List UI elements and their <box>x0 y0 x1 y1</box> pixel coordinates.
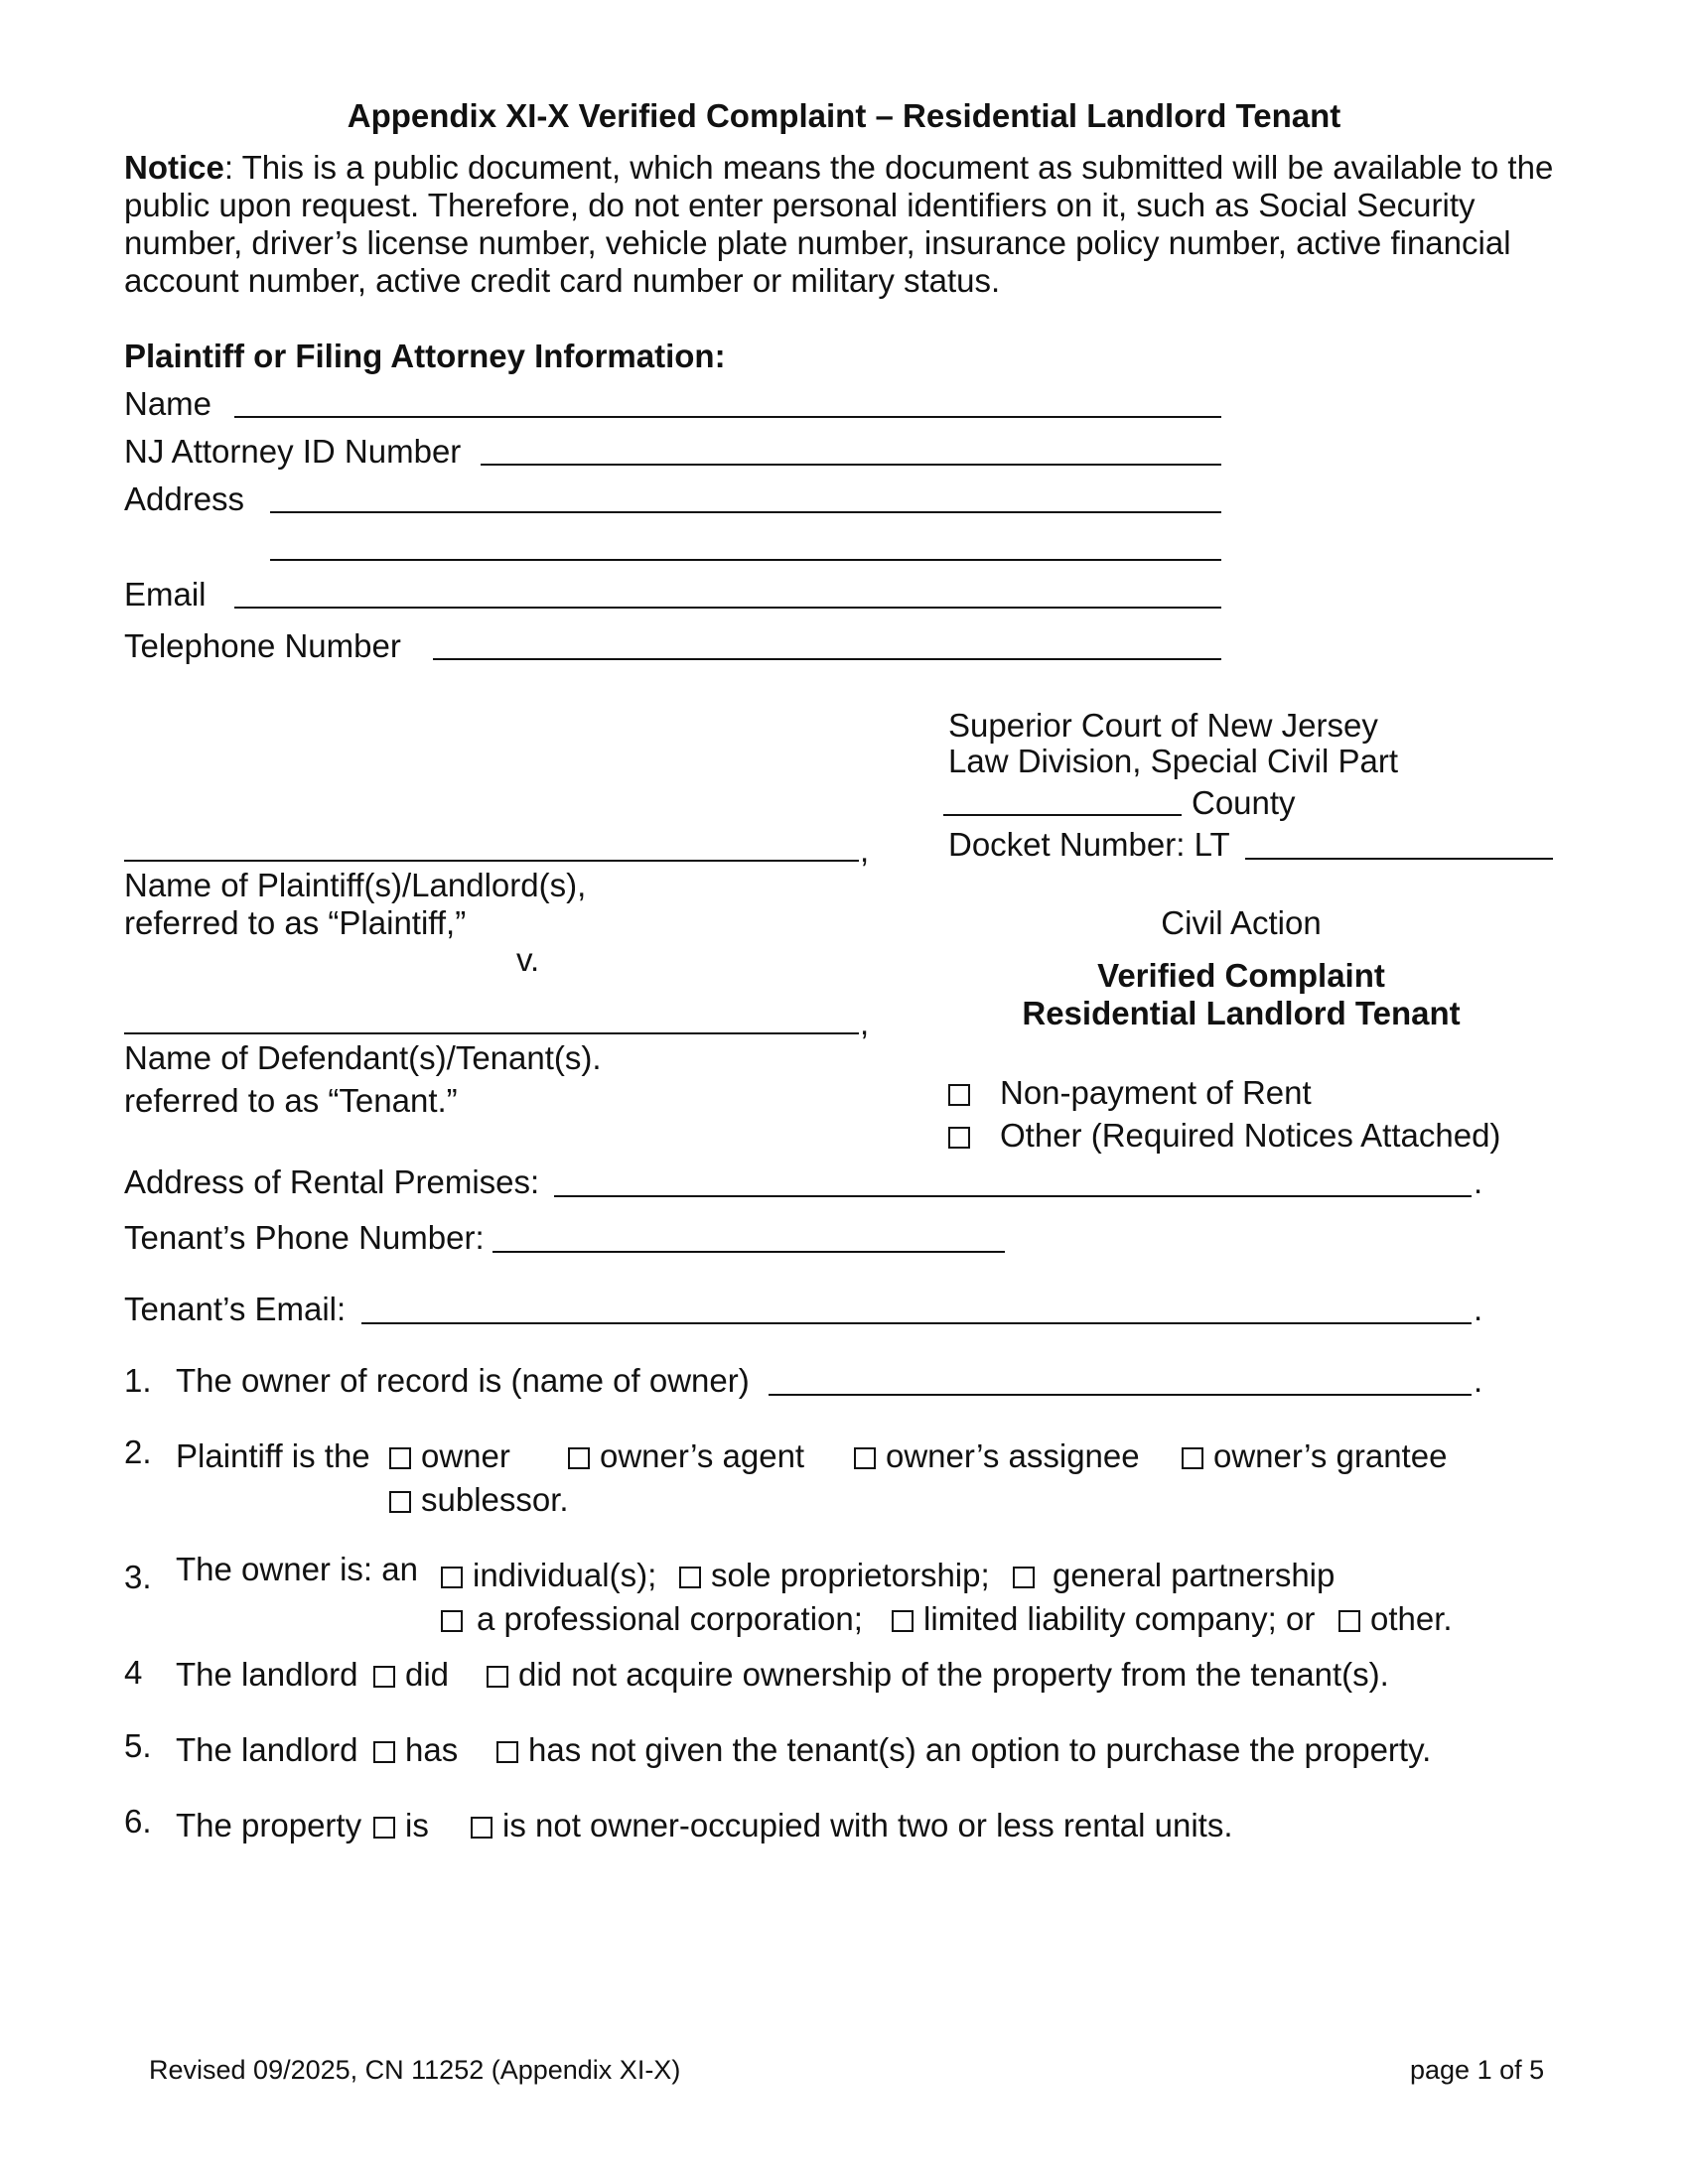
item6-option-is-not-label: is not owner-occupied with two or less rental units. <box>502 1807 1233 1843</box>
tenant-email-field[interactable] <box>361 1322 1472 1324</box>
checkbox-owners-grantee[interactable] <box>1182 1447 1203 1469</box>
checkbox-is-not[interactable] <box>471 1817 492 1839</box>
checkbox-has[interactable] <box>373 1741 395 1763</box>
tenant-phone-field[interactable] <box>492 1251 1005 1253</box>
option-other <box>948 1117 1500 1155</box>
checkbox-has-not[interactable] <box>496 1741 518 1763</box>
checkbox-sole-proprietorship[interactable] <box>679 1567 701 1588</box>
county-field[interactable] <box>943 814 1182 816</box>
email-label: Email <box>124 576 207 613</box>
plaintiff-label: Name of Plaintiff(s)/Landlord(s), <box>124 867 587 903</box>
item3-option-other-label: other. <box>1370 1600 1453 1637</box>
tenant-phone-label: Tenant’s Phone Number: <box>124 1219 485 1256</box>
notice-paragraph <box>124 149 1564 300</box>
item1-period: . <box>1474 1362 1483 1399</box>
address-label: Address <box>124 480 245 517</box>
item4-option-did-label: did <box>405 1656 450 1693</box>
item3-option-sole-proprietorship <box>679 1557 990 1594</box>
item2-option-owner <box>389 1437 510 1475</box>
checkbox-general-partnership[interactable] <box>1013 1567 1035 1588</box>
item3-number: 3. <box>124 1559 152 1595</box>
docket-number-field[interactable] <box>1245 858 1553 860</box>
item2-option-grantee <box>1182 1437 1447 1475</box>
item4-option-did-not <box>487 1656 1389 1694</box>
attorney-info-heading: Plaintiff or Filing Attorney Information: <box>124 338 726 374</box>
owner-name-field[interactable] <box>769 1394 1472 1396</box>
item4-number: 4 <box>124 1654 143 1691</box>
telephone-field[interactable] <box>433 658 1221 660</box>
item4-option-did <box>373 1656 449 1694</box>
address-field-line2[interactable] <box>270 559 1221 561</box>
page-title: Appendix XI-X Verified Complaint – Residential Landlord Tenant <box>347 97 1341 134</box>
plaintiff-comma: , <box>860 832 870 869</box>
tenant-email-label: Tenant’s Email: <box>124 1291 347 1327</box>
item2-option-assignee-label: owner’s assignee <box>886 1437 1140 1474</box>
notice-text: : This is a public document, which means the document as submitted will be available to the public upon request. Therefore, do not enter personal identifiers on it, such as Social Security number, driver’s license number, vehicle plate number, insurance policy number, active financial account number, active credit card number or military status. <box>124 149 1554 299</box>
option-other-label: Other (Required Notices Attached) <box>1000 1117 1501 1154</box>
item2-option-sublessor-label: sublessor. <box>421 1481 569 1518</box>
item5-text: The landlord <box>176 1731 358 1768</box>
item5-option-has-not <box>496 1731 1431 1769</box>
complaint-title-line1: Verified Complaint <box>1097 957 1385 994</box>
checkbox-professional-corporation[interactable] <box>441 1610 463 1632</box>
name-label: Name <box>124 385 212 422</box>
docket-label: Docket Number: LT <box>948 826 1230 863</box>
attorney-id-label: NJ Attorney ID Number <box>124 433 462 470</box>
item2-option-owner-label: owner <box>421 1437 510 1474</box>
item3-option-sole-proprietorship-label: sole proprietorship; <box>711 1557 990 1593</box>
item1-number: 1. <box>124 1362 152 1399</box>
court-division: Law Division, Special Civil Part <box>948 743 1398 779</box>
complaint-title-line2: Residential Landlord Tenant <box>1022 995 1461 1031</box>
item2-text: Plaintiff is the <box>176 1437 370 1474</box>
item5-option-has-not-label: has not given the tenant(s) an option to purchase the property. <box>528 1731 1432 1768</box>
court-name: Superior Court of New Jersey <box>948 707 1378 744</box>
checkbox-llc[interactable] <box>892 1610 914 1632</box>
defendant-comma: , <box>860 1005 870 1041</box>
footer-revised: Revised 09/2025, CN 11252 (Appendix XI-X) <box>149 2055 681 2085</box>
email-field[interactable] <box>234 607 1221 609</box>
item3-option-llc <box>892 1600 1315 1638</box>
checkbox-other[interactable] <box>948 1127 970 1149</box>
item3-option-general-partnership <box>1013 1557 1335 1594</box>
item3-option-professional-corp <box>441 1600 863 1638</box>
item2-number: 2. <box>124 1433 152 1470</box>
item4-option-did-not-label: did not acquire ownership of the property from the tenant(s). <box>518 1656 1389 1693</box>
checkbox-sublessor[interactable] <box>389 1491 411 1513</box>
rental-address-label: Address of Rental Premises: <box>124 1163 540 1200</box>
name-field[interactable] <box>234 416 1221 418</box>
item5-option-has-label: has <box>405 1731 459 1768</box>
item1-text: The owner of record is (name of owner) <box>176 1362 750 1399</box>
item2-option-sublessor <box>389 1481 569 1519</box>
telephone-label: Telephone Number <box>124 627 401 664</box>
rental-address-field[interactable] <box>554 1195 1472 1197</box>
checkbox-did-not[interactable] <box>487 1666 508 1688</box>
option-non-payment-label: Non-payment of Rent <box>1000 1074 1312 1111</box>
tenant-email-period: . <box>1474 1291 1483 1327</box>
item6-number: 6. <box>124 1803 152 1840</box>
item5-number: 5. <box>124 1727 152 1764</box>
civil-action-label: Civil Action <box>1161 904 1322 941</box>
item6-option-is-not <box>471 1807 1233 1844</box>
notice-label: Notice <box>124 149 224 186</box>
item2-option-assignee <box>854 1437 1140 1475</box>
defendant-label: Name of Defendant(s)/Tenant(s). <box>124 1039 602 1076</box>
item2-option-grantee-label: owner’s grantee <box>1213 1437 1448 1474</box>
item5-option-has <box>373 1731 458 1769</box>
item3-option-llc-label: limited liability company; or <box>923 1600 1316 1637</box>
versus-label: v. <box>516 941 540 978</box>
item4-text: The landlord <box>176 1656 358 1693</box>
item3-option-individual <box>441 1557 656 1594</box>
plaintiff-referred-label: referred to as “Plaintiff,” <box>124 904 467 941</box>
item3-option-professional-corp-label: a professional corporation; <box>477 1600 863 1637</box>
item3-option-other <box>1338 1600 1453 1638</box>
county-label: County <box>1192 784 1296 821</box>
checkbox-non-payment[interactable] <box>948 1084 970 1106</box>
checkbox-owner-other[interactable] <box>1338 1610 1360 1632</box>
item6-option-is <box>373 1807 429 1844</box>
attorney-id-field[interactable] <box>481 464 1221 466</box>
checkbox-owners-assignee[interactable] <box>854 1447 876 1469</box>
checkbox-did[interactable] <box>373 1666 395 1688</box>
defendant-name-field[interactable] <box>124 1032 859 1034</box>
item3-option-individual-label: individual(s); <box>473 1557 657 1593</box>
rental-address-period: . <box>1474 1163 1483 1200</box>
plaintiff-name-field[interactable] <box>124 860 859 862</box>
item2-option-agent-label: owner’s agent <box>600 1437 805 1474</box>
footer-page-number: page 1 of 5 <box>1410 2055 1545 2085</box>
checkbox-is[interactable] <box>373 1817 395 1839</box>
defendant-referred-label: referred to as “Tenant.” <box>124 1082 458 1119</box>
option-non-payment <box>948 1074 1312 1112</box>
checkbox-individual[interactable] <box>441 1567 463 1588</box>
item6-text: The property <box>176 1807 362 1843</box>
item6-option-is-label: is <box>405 1807 429 1843</box>
item3-text: The owner is: an <box>176 1551 418 1587</box>
checkbox-owner[interactable] <box>389 1447 411 1469</box>
address-field-line1[interactable] <box>270 511 1221 513</box>
item2-option-agent <box>568 1437 804 1475</box>
checkbox-owners-agent[interactable] <box>568 1447 590 1469</box>
item3-option-general-partnership-label: general partnership <box>1053 1557 1336 1593</box>
